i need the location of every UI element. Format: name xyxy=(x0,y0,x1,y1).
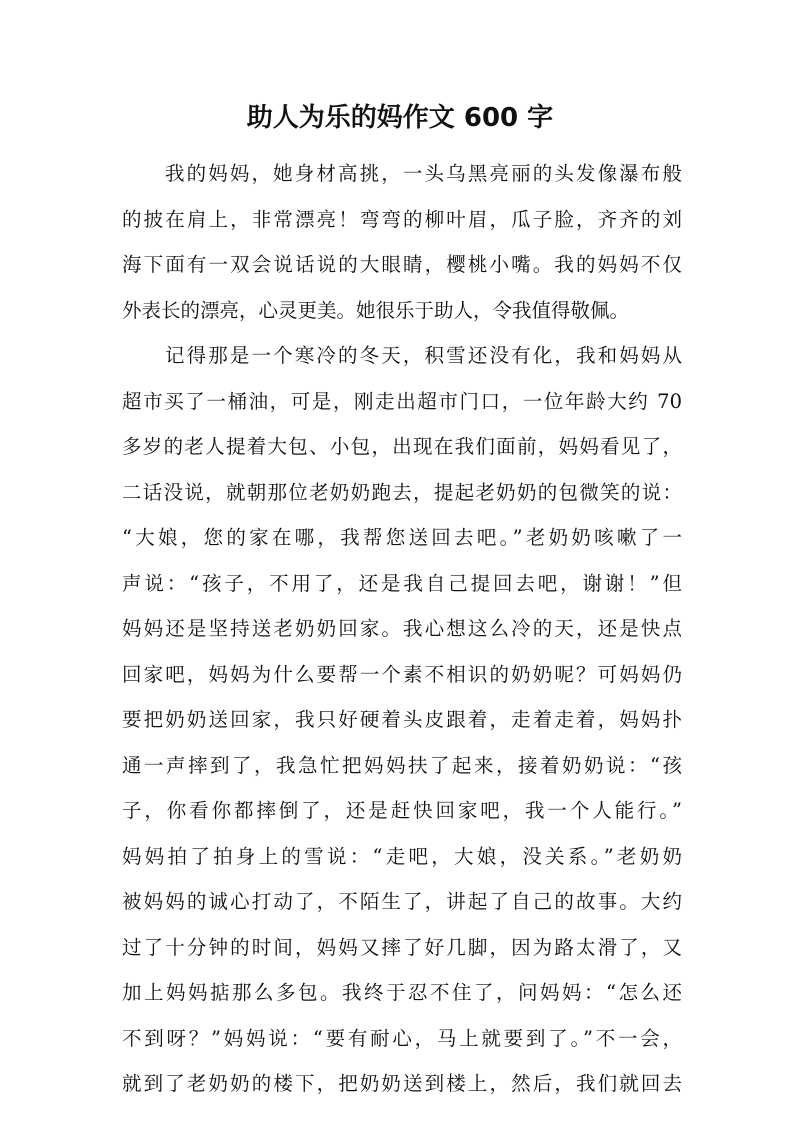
essay-body xyxy=(122,151,682,1107)
paragraph-1-line-4: 外表长的漂亮，心灵更美。她很乐于助人，令我值得敬佩。 xyxy=(122,298,630,322)
paragraph-2-line-15: 加上妈妈掂那么多包。我终于忍不住了，问妈妈：“怎么还 xyxy=(122,981,682,1004)
paragraph-2-line-17: 就到了老奶奶的楼下，把奶奶送到楼上，然后，我们就回去 xyxy=(122,1072,682,1095)
paragraph-2-line-5: “大娘，您的家在哪，我帮您送回去吧。”老奶奶咳嗽了一 xyxy=(122,526,682,549)
paragraph-2-line-14: 过了十分钟的时间，妈妈又摔了好几脚，因为路太滑了，又 xyxy=(122,935,682,959)
paragraph-2-line-16: 不到呀？”妈妈说：“要有耐心，马上就要到了。”不一会， xyxy=(122,1026,682,1050)
paragraph-2-line-12: 妈妈拍了拍身上的雪说：“走吧，大娘，没关系。”老奶奶 xyxy=(122,844,682,868)
paragraph-1-line-3: 海下面有一双会说话说的大眼睛，樱桃小嘴。我的妈妈不仅 xyxy=(122,253,682,276)
paragraph-2-line-11: 子，你看你都摔倒了，还是赶快回家吧，我一个人能行。” xyxy=(122,799,682,822)
paragraph-2-line-2: 超市买了一桶油，可是，刚走出超市门口，一位年龄大约 70 xyxy=(122,389,682,413)
paragraph-2-line-1: 记得那是一个寒冷的冬天，积雪还没有化，我和妈妈从 xyxy=(165,344,682,367)
paragraph-1-line-1: 我的妈妈，她身材高挑，一头乌黑亮丽的头发像瀑布般 xyxy=(165,162,682,185)
paragraph-2-line-3: 多岁的老人提着大包、小包，出现在我们面前，妈妈看见了， xyxy=(122,435,682,458)
paragraph-1-line-2: 的披在肩上，非常漂亮！弯弯的柳叶眉，瓜子脸，齐齐的刘 xyxy=(122,207,682,231)
paragraph-2-line-7: 妈妈还是坚持送老奶奶回家。我心想这么冷的天，还是快点 xyxy=(122,617,682,640)
paragraph-2-line-6: 声说：“孩子，不用了，还是我自己提回去吧，谢谢！”但 xyxy=(122,571,682,595)
essay-title: 助人为乐的妈作文 600 字 xyxy=(246,103,554,133)
paragraph-2-line-13: 被妈妈的诚心打动了，不陌生了，讲起了自己的故事。大约 xyxy=(122,890,682,913)
paragraph-2-line-9: 要把奶奶送回家，我只好硬着头皮跟着，走着走着，妈妈扑 xyxy=(122,708,682,731)
paragraph-2-line-10: 通一声摔到了，我急忙把妈妈扶了起来，接着奶奶说：“孩 xyxy=(122,753,682,777)
paragraph-2-line-4: 二话没说，就朝那位老奶奶跑去，提起老奶奶的包微笑的说： xyxy=(122,480,682,504)
paragraph-2-line-8: 回家吧，妈妈为什么要帮一个素不相识的奶奶呢？可妈妈仍 xyxy=(122,662,682,686)
